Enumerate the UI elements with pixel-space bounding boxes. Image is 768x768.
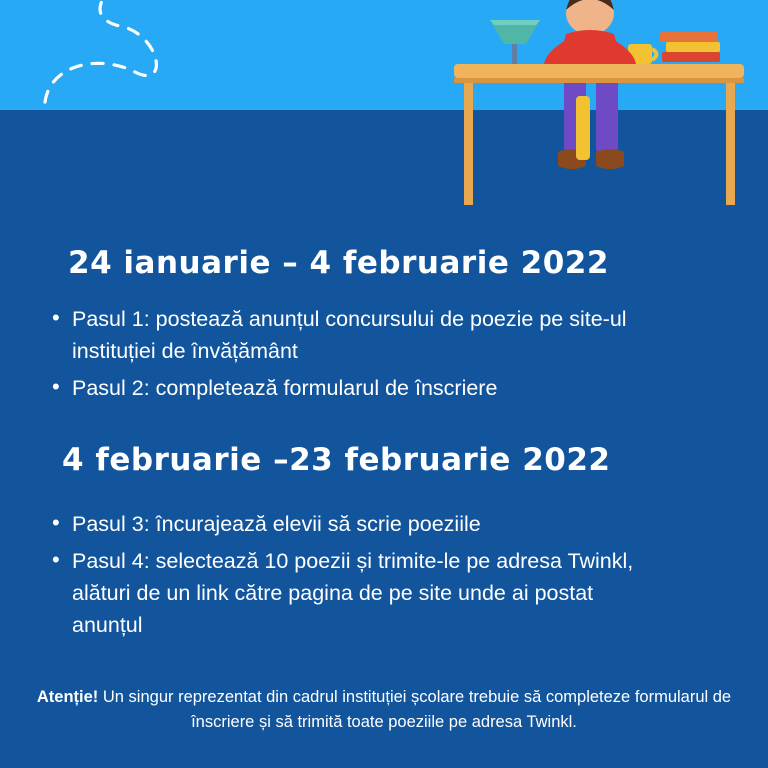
list-item: • Pasul 2: completează formularul de înscriere	[50, 372, 650, 404]
section-2-heading: 4 februarie –23 februarie 2022	[62, 442, 611, 478]
list-item: • Pasul 4: selectează 10 poezii și trimite-le pe adresa Twinkl, alături de un link către pagina de pe site unde ai postat anunțul	[50, 545, 650, 641]
section-1-steps-list	[50, 303, 700, 409]
list-item: • Pasul 3: încurajează elevii să scrie poeziile	[50, 508, 650, 540]
attention-label: Atenție!	[36, 687, 99, 706]
section-1-heading: 24 ianuarie – 4 februarie 2022	[68, 245, 609, 281]
list-item: • Pasul 1: postează anunțul concursului de poezie pe site-ul instituției de învățământ	[50, 303, 650, 367]
content-area	[0, 110, 768, 768]
attention-text: Un singur reprezentat din cadrul instituției școlare trebuie să completeze formularul de înscriere și să trimită toate poeziile pe adresa Twinkl.	[98, 687, 732, 731]
section-2-steps-list	[50, 508, 700, 646]
books-stack-icon	[660, 32, 720, 62]
attention-note	[0, 685, 768, 735]
dotted-path-decoration	[40, 0, 460, 110]
